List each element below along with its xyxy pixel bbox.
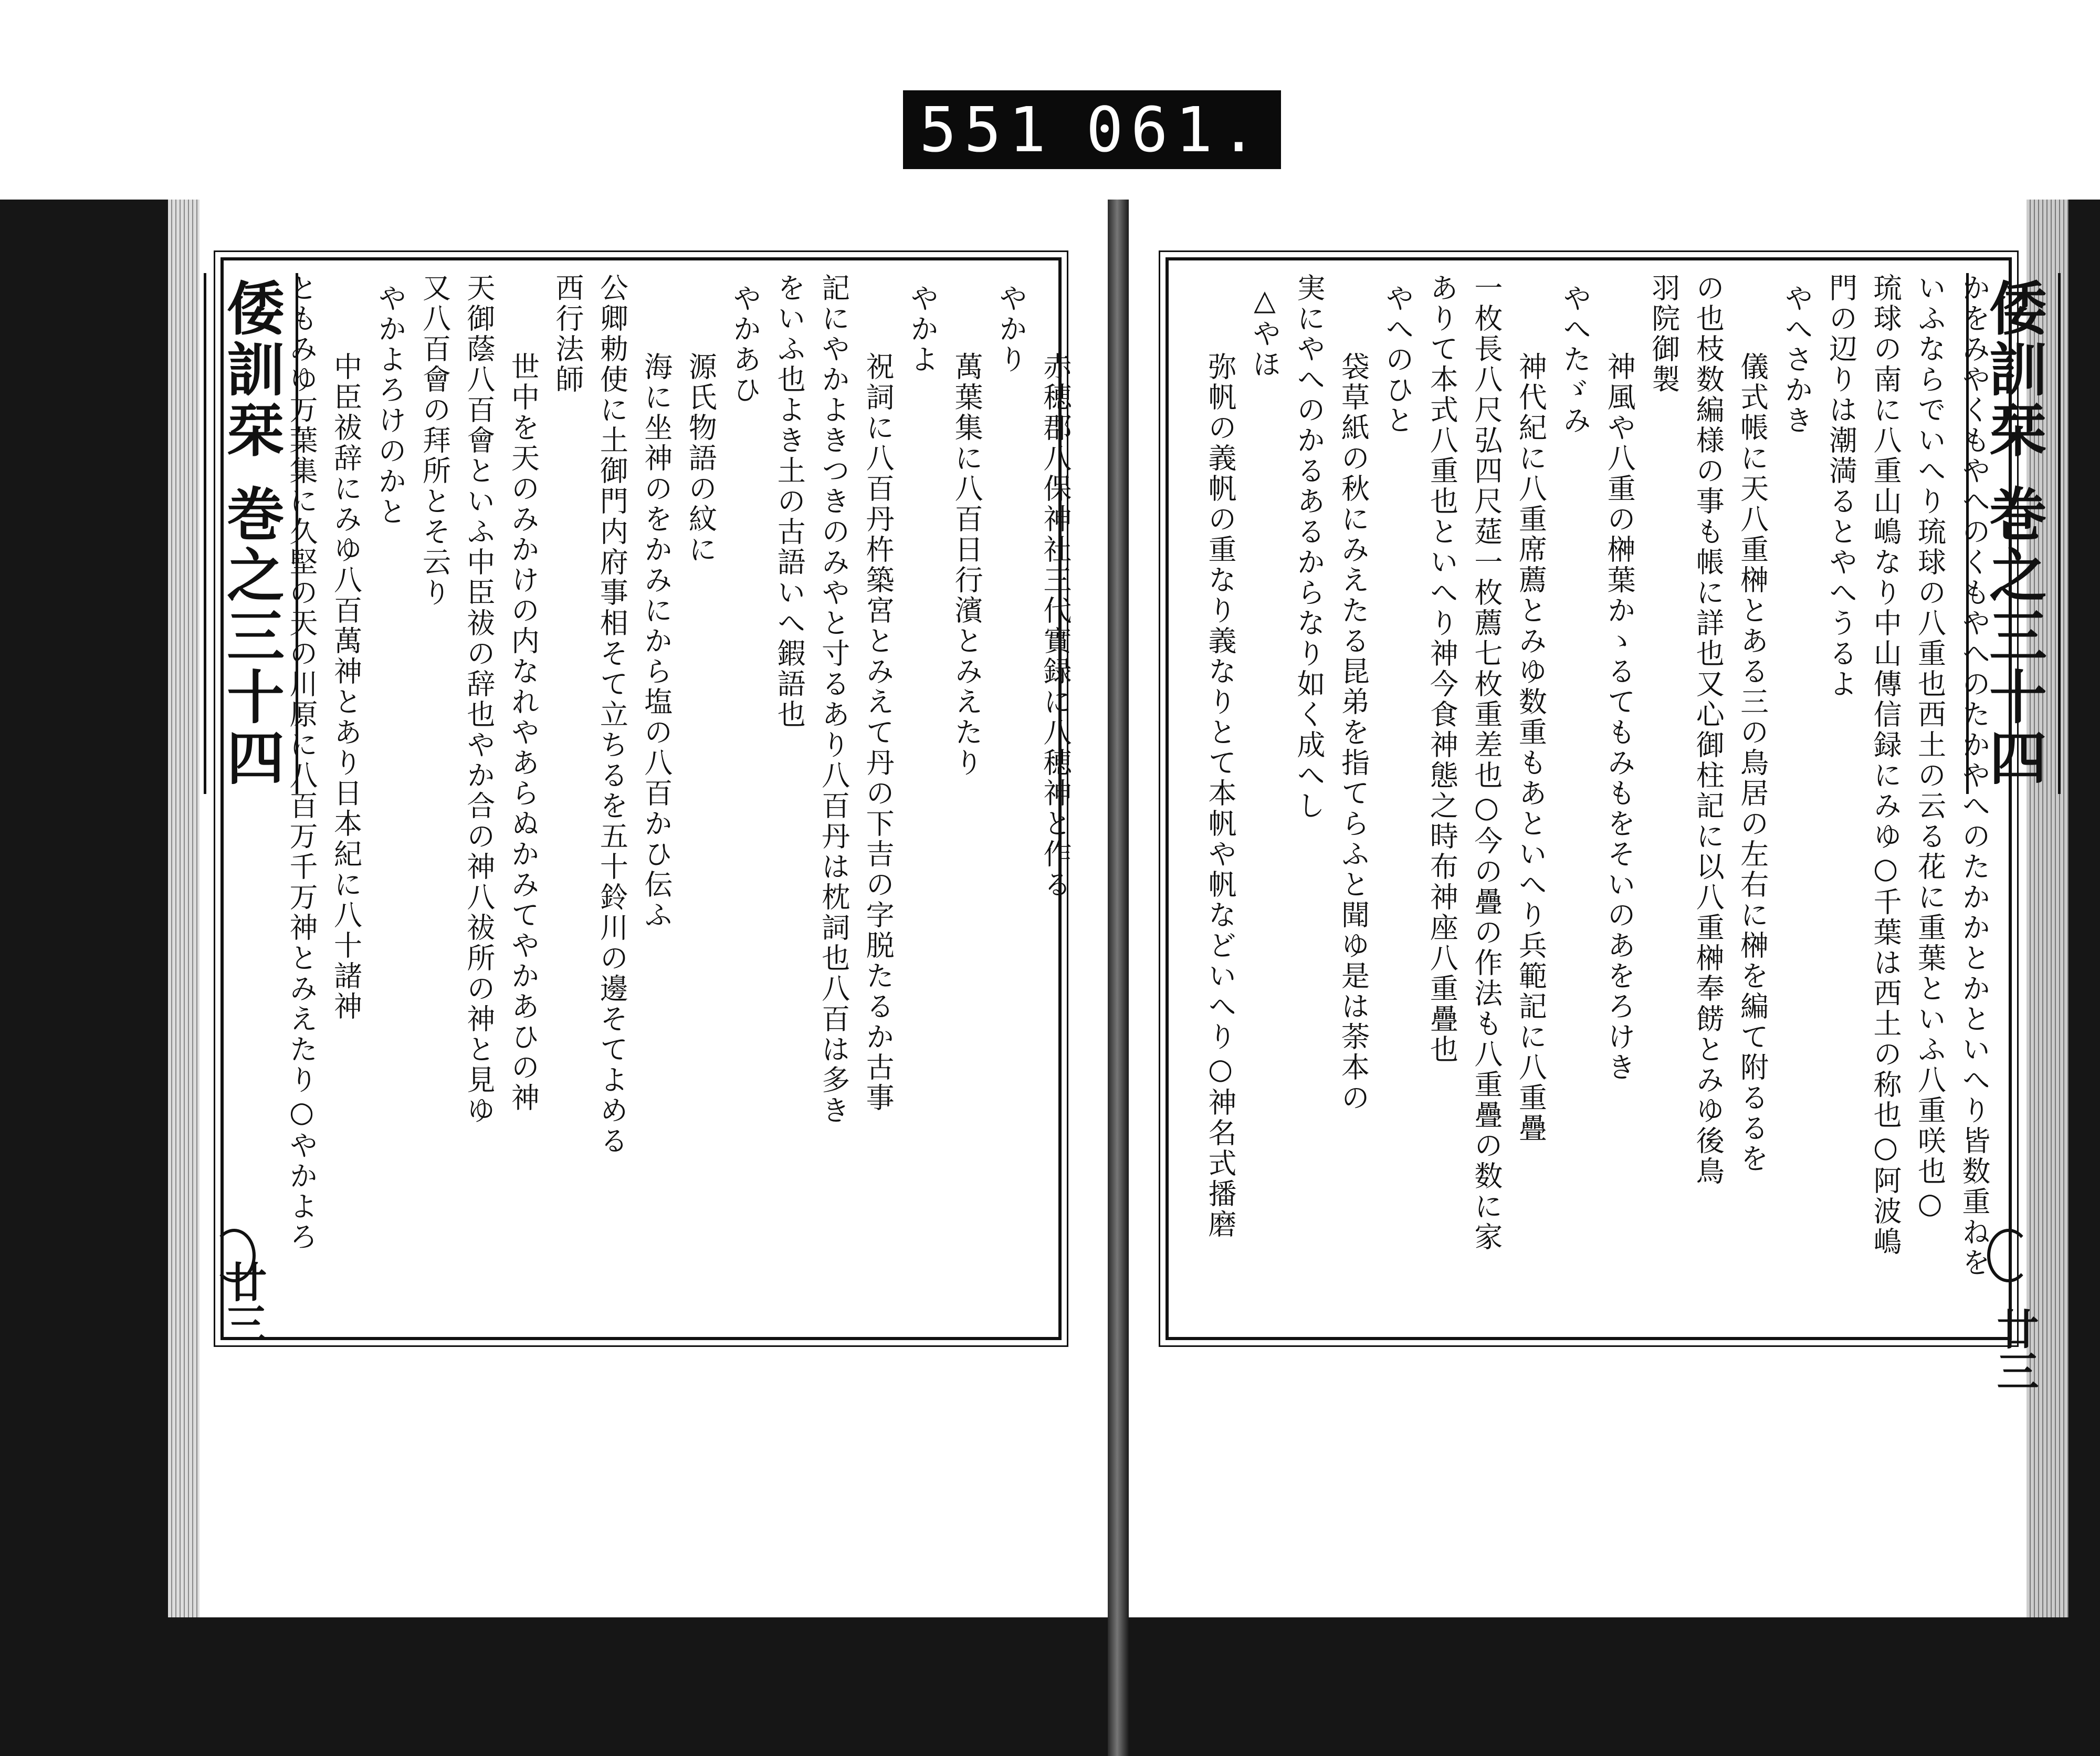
left-page-text	[273, 273, 1071, 1323]
text-column: 弥帆の義帆の重なり義なりとて本帆や帆などいへり○神名式播磨	[1204, 352, 1237, 1240]
text-column: 海に坐神のをかみにから塩の八百かひ伝ふ	[639, 352, 673, 931]
text-column: 公卿勅使に土御門内府事相そて立ちるを五十鈴川の邊そてよめる	[595, 273, 629, 1156]
text-column: 記にやかよきつきのみやと寸るあり八百丹は枕詞也八百は多き	[817, 273, 850, 1126]
page-edge-left	[168, 200, 200, 1617]
text-column: △やほ	[1248, 284, 1282, 380]
text-column: 源氏物語の紋に	[684, 352, 718, 565]
text-column: 西行法師	[551, 273, 584, 395]
text-column: をいふ也よき土の古語いへ鍜語也	[773, 273, 806, 730]
right-folio: 廿三	[1990, 1308, 2039, 1392]
text-column: の也枝数編様の事も帳に詳也又心御柱記に以八重榊奉餝とみゆ後鳥	[1692, 273, 1725, 1187]
text-column: 萬葉集に八百日行濱とみえたり	[950, 352, 984, 778]
catalog-number-left: 551	[919, 93, 1054, 166]
right-title: 倭訓栞	[1980, 278, 2048, 461]
text-column: 実にやへのかるあるからなり如く成へし	[1292, 273, 1326, 821]
text-column: いふならでいへり琉球の八重也西土の云る花に重葉といふ八重咲也○	[1913, 273, 1947, 1222]
text-column: 中臣祓辞にみゆ八百萬神とあり日本紀に八十諸神	[329, 352, 363, 1022]
text-column: 琉球の南に八重山嶋なり中山傳信録にみゆ○千葉は西土の称也○阿波嶋	[1869, 273, 1903, 1257]
book-gutter	[1108, 200, 1129, 1756]
text-column: 天御蔭八百會といふ中臣祓の辞也やか合の神八祓所の神と見ゆ	[462, 273, 496, 1126]
text-column: 神代紀に八重席薦とみゆ数重もあといへり兵範記に八重疊	[1514, 352, 1548, 1144]
text-column: やへたゞみ	[1558, 284, 1592, 436]
text-column: やへのひと	[1381, 284, 1414, 436]
text-column: 袋草紙の秋にみえたる昆弟を指てらふと聞ゆ是は荼本の	[1337, 352, 1370, 1113]
text-column: 世中を天のみかけの内なれやあらぬかみてやかあひの神	[507, 352, 540, 1113]
catalog-number-right: 061.	[1086, 93, 1265, 166]
left-title: 倭訓栞	[217, 278, 285, 461]
text-column: 羽院御製	[1647, 273, 1681, 395]
text-column: 門の辺りは潮満るとやへうるよ	[1824, 273, 1858, 699]
text-column: かをみやくもやへのくもやへのたかやへのたかかとかといへり皆数重ねを	[1958, 273, 1991, 1278]
text-column: やかあひ	[728, 284, 762, 405]
catalog-number-strip	[903, 90, 1281, 169]
left-volume: 巻之三十四	[217, 484, 285, 789]
text-column: 儀式帳に天八重榊とある三の鳥居の左右に榊を編て附るるを	[1736, 352, 1769, 1174]
right-folio-bracket	[1987, 1229, 2030, 1282]
text-column: 赤穂郡八保神社三代實録に八穂神と作る	[1039, 352, 1072, 900]
text-column: ともみゆ万葉集に久堅の天の川原に八百万千万神とみえたり○やかよろ	[285, 273, 319, 1252]
text-column: ありて本式八重也といへり神今食神態之時布神座八重疊也	[1425, 273, 1459, 1065]
text-column: やかよろけのかと	[373, 284, 407, 527]
text-column: 祝詞に八百丹杵築宮とみえて丹の下吉の字脱たるか古事	[862, 352, 895, 1113]
right-page-text	[1192, 273, 1990, 1323]
text-column: やかよ	[906, 284, 939, 375]
text-column: 一枚長八尺弘四尺莚一枚薦七枚重差也○今の疊の作法も八重疊の数に家	[1469, 273, 1503, 1252]
text-column: やかり	[994, 284, 1028, 375]
text-column: 又八百會の拜所とそ云り	[418, 273, 452, 608]
right-volume: 巻之三十四	[1980, 484, 2048, 789]
left-folio: 廿三	[218, 1260, 267, 1344]
text-column: 神風や八重の榊葉かゝるてもみもをそいのあをろけき	[1603, 352, 1636, 1083]
text-column: やへさかき	[1780, 284, 1814, 436]
